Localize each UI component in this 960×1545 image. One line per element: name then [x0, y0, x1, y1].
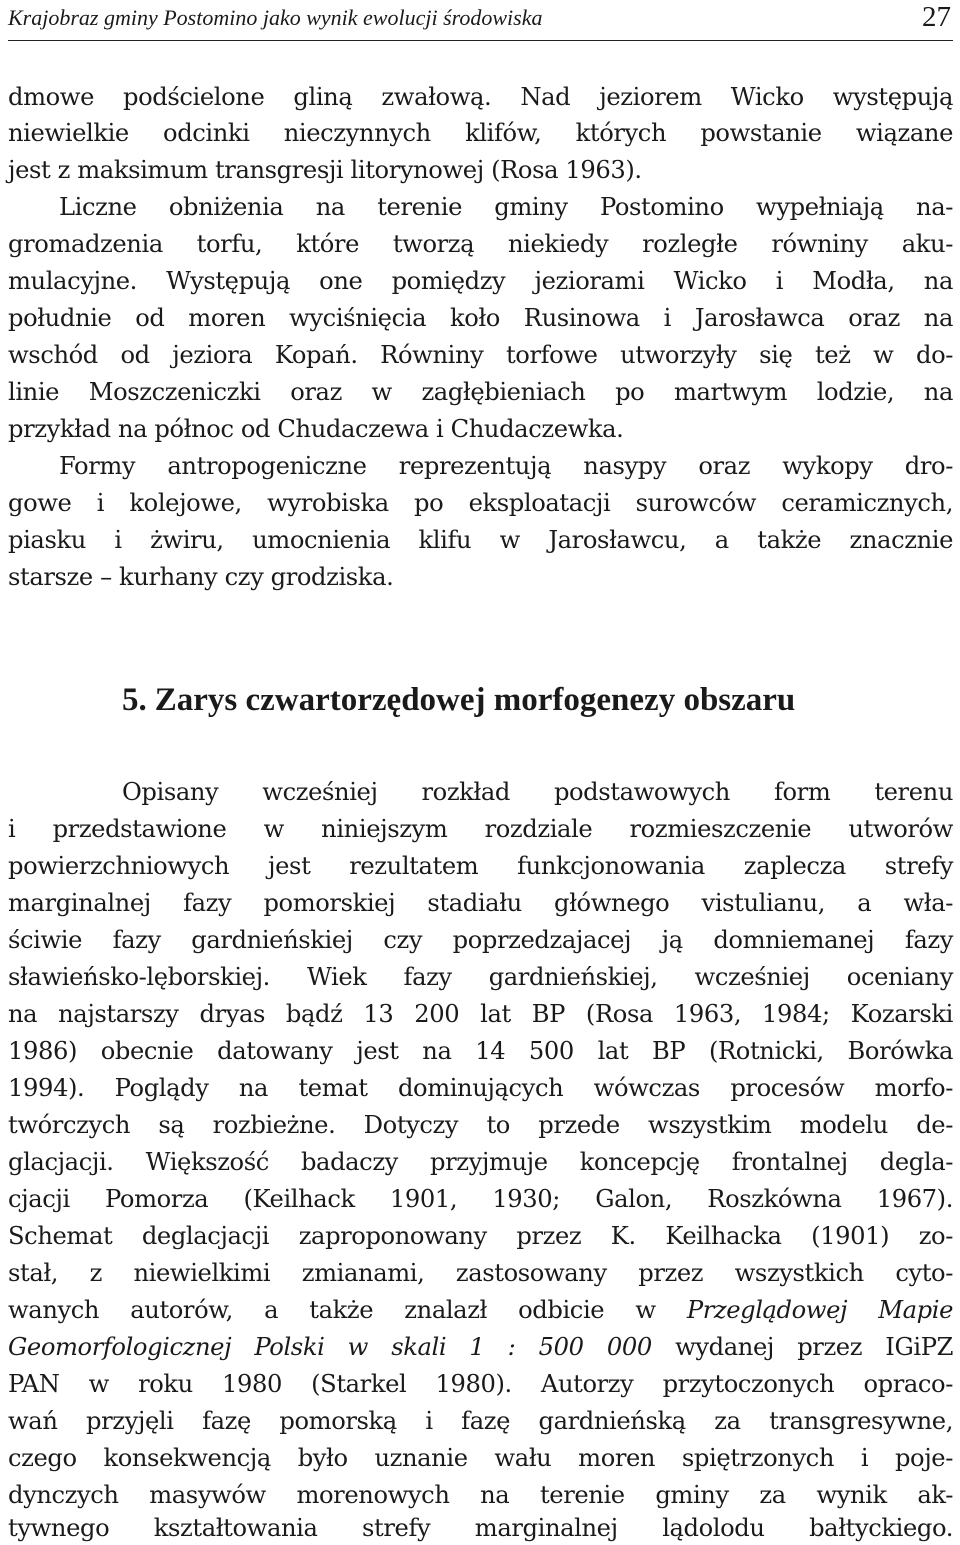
text-line: [8, 1332, 953, 1362]
text-line: wań przyjęli fazę pomorską i fazę gardnieńską za transgresywne,: [8, 1407, 953, 1435]
text-line: glacjacji. Większość badaczy przyjmuje koncepcję frontalnej degla-: [8, 1148, 953, 1176]
text-line: gowe i kolejowe, wyrobiska po eksploatacji surowców ceramicznych,: [8, 489, 953, 517]
text-line: mulacyjne. Występują one pomiędzy jeziorami Wicko i Modła, na: [8, 267, 953, 295]
text-line: południe od moren wyciśnięcia koło Rusinowa i Jarosławca oraz na: [8, 304, 953, 332]
section-number: 5.: [122, 682, 147, 718]
text-line: Schemat deglacjacji zaproponowany przez K. Keilhacka (1901) zo-: [8, 1222, 953, 1250]
text-line: 1994). Poglądy na temat dominujących wówczas procesów morfo-: [8, 1074, 953, 1102]
text-line: marginalnej fazy pomorskiej stadiału głównego vistulianu, a wła-: [8, 889, 953, 917]
text-line: Opisany wcześniej rozkład podstawowych form terenu: [122, 778, 953, 806]
text-line: gromadzenia torfu, które tworzą niekiedy rozległe równiny aku-: [8, 230, 953, 258]
text-line: dmowe podścielone gliną zwałową. Nad jeziorem Wicko występują: [8, 83, 953, 111]
text-line: niewielkie odcinki nieczynnych klifów, których powstanie wiązane: [8, 119, 953, 147]
page-number: 27: [922, 1, 951, 33]
text-line: sławieńsko-lęborskiej. Wiek fazy gardnieńskiej, wcześniej oceniany: [8, 963, 953, 991]
text-line: powierzchniowych jest rezultatem funkcjonowania zaplecza strefy: [8, 852, 953, 880]
section-heading: [122, 680, 953, 720]
text-line: twórczych są rozbieżne. Dotyczy to przede wszystkim modelu de-: [8, 1111, 953, 1139]
text-line: 1986) obecnie datowany jest na 14 500 lat BP (Rotnicki, Borówka: [8, 1037, 953, 1065]
running-header-title: Krajobraz gminy Postomino jako wynik ewolucji środowiska: [8, 5, 543, 30]
text-line: cjacji Pomorza (Keilhack 1901, 1930; Galon, Roszkówna 1967).: [8, 1185, 953, 1213]
text-line: tywnego kształtowania strefy marginalnej lądolodu bałtyckiego.: [8, 1514, 953, 1542]
text-line: linie Moszczeniczki oraz w zagłębieniach po martwym lodzie, na: [8, 378, 953, 406]
text-line: jest z maksimum transgresji litorynowej (Rosa 1963).: [8, 156, 642, 184]
text-line: na najstarszy dryas bądź 13 200 lat BP (Rosa 1963, 1984; Kozarski: [8, 1000, 953, 1028]
text-line: [8, 1295, 953, 1325]
cited-map-title-continued: Geomorfologicznej Polski w skali 1 : 500 000: [8, 1333, 652, 1361]
text-line: starsze – kurhany czy grodziska.: [8, 563, 394, 591]
text-line: wschód od jeziora Kopań. Równiny torfowe utworzyły się też w do-: [8, 341, 953, 369]
text-fragment: wanych autorów, a także znalazł odbicie w: [8, 1296, 656, 1324]
text-line: dynczych masywów morenowych na terenie gminy za wynik ak-: [8, 1481, 953, 1509]
cited-map-title: Przeglądowej Mapie: [686, 1296, 953, 1324]
text-line: ściwie fazy gardnieńskiej czy poprzedzajacej ją domniemanej fazy: [8, 926, 953, 954]
text-line: PAN w roku 1980 (Starkel 1980). Autorzy przytoczonych opraco-: [8, 1370, 953, 1398]
text-line: piasku i żwiru, umocnienia klifu w Jarosławcu, a także znacznie: [8, 526, 953, 554]
text-line: przykład na północ od Chudaczewa i Chudaczewka.: [8, 415, 624, 443]
text-line: i przedstawione w niniejszym rozdziale rozmieszczenie utworów: [8, 815, 953, 843]
text-line: Formy antropogeniczne reprezentują nasypy oraz wykopy dro-: [59, 452, 953, 480]
running-header: [8, 0, 953, 41]
text-fragment: wydanej przez IGiPZ: [675, 1333, 953, 1361]
text-line: czego konsekwencją było uznanie wału moren spiętrzonych i poje-: [8, 1444, 953, 1472]
text-line: stał, z niewielkimi zmianami, zastosowany przez wszystkich cyto-: [8, 1259, 953, 1287]
section-title-text: Zarys czwartorzędowej morfogenezy obszaru: [154, 682, 796, 718]
text-line: Liczne obniżenia na terenie gminy Postomino wypełniają na-: [59, 193, 953, 221]
